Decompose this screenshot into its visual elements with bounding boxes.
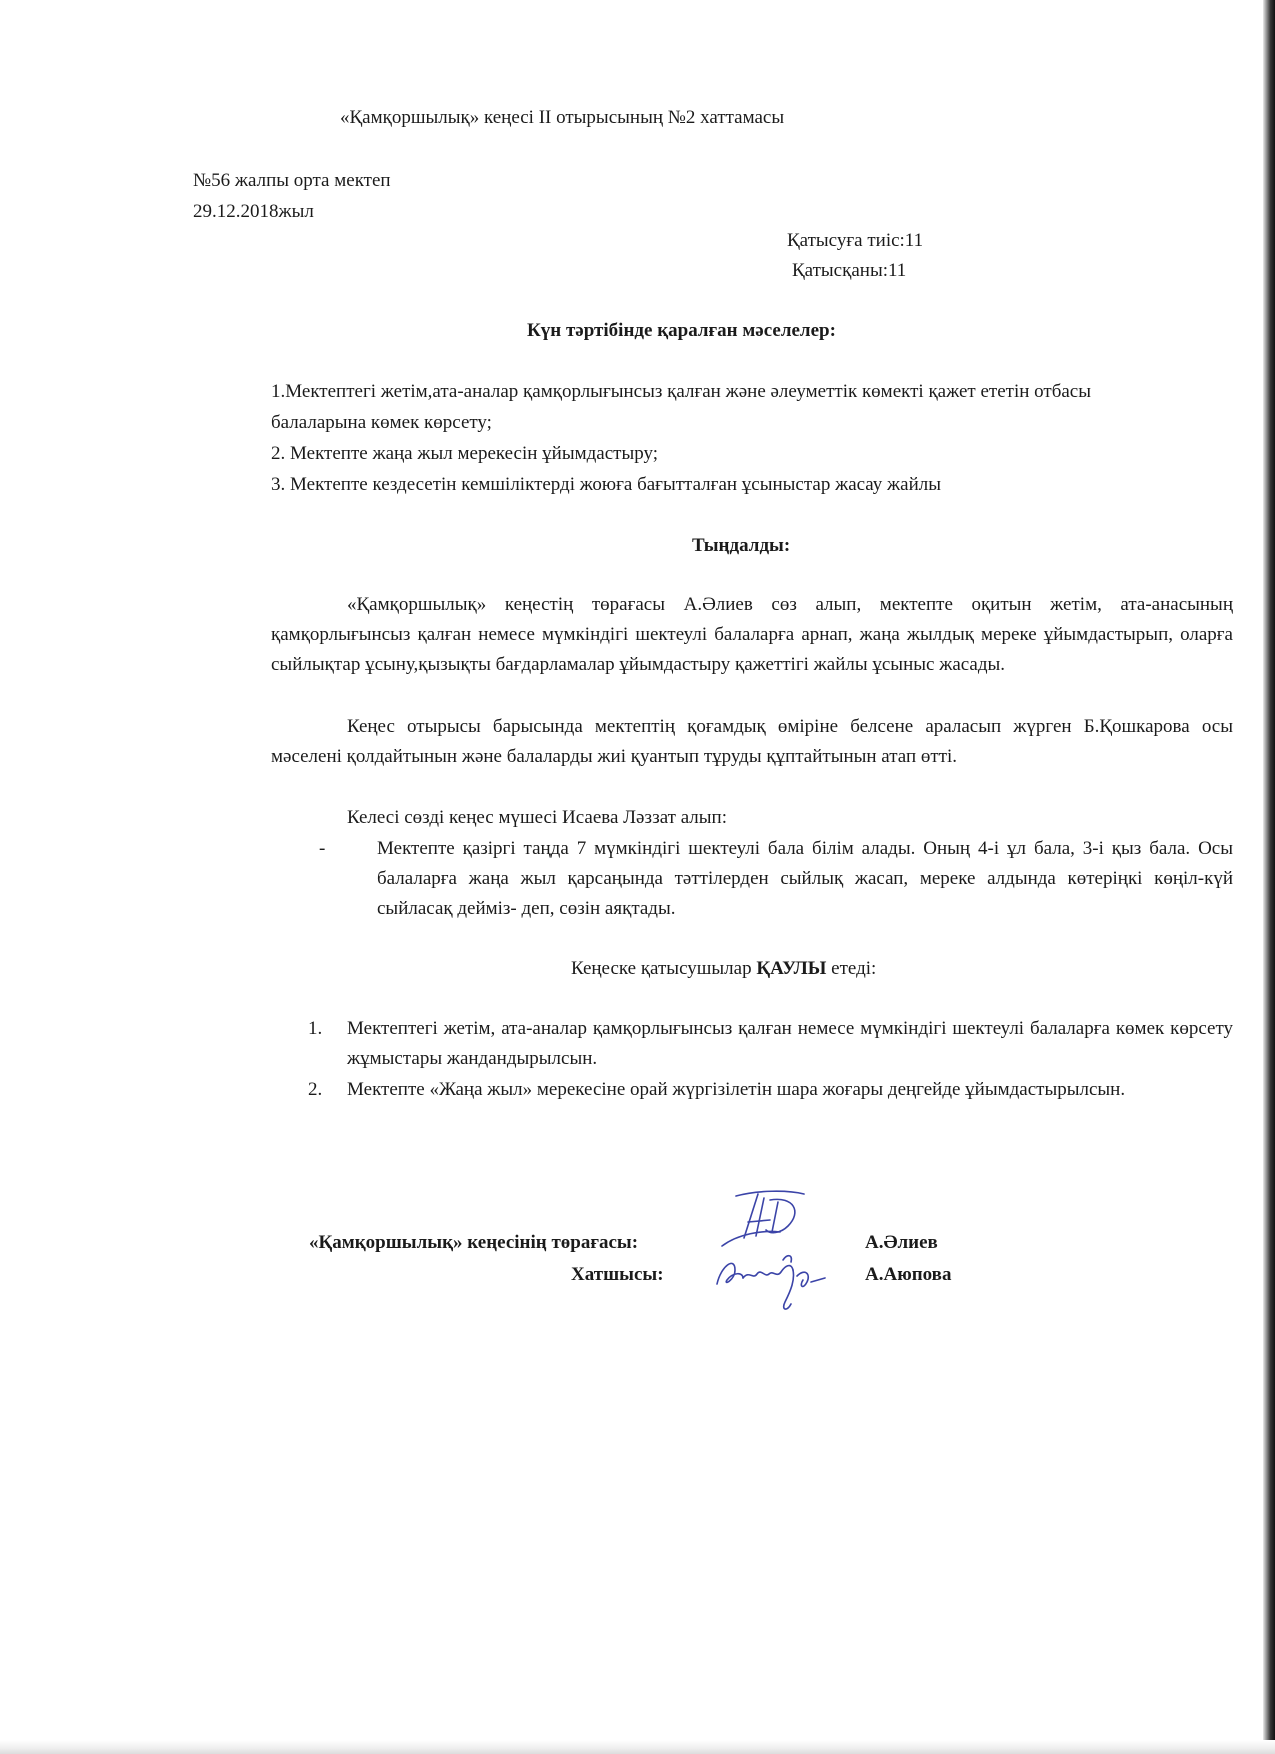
resolution-item-1-number: 1. (308, 1018, 323, 1039)
school-name: №56 жалпы орта мектеп (193, 170, 391, 191)
scan-edge-shadow (1263, 0, 1275, 1754)
chair-signature (718, 1186, 808, 1252)
resolution-tail: етеді: (826, 958, 877, 979)
agenda-item: 3. Мектепте кездесетін кемшіліктерді жоюға бағытталған ұсыныстар жасау жайлы (271, 474, 942, 495)
resolution-heading (571, 956, 876, 982)
resolution-item-2: Мектепте «Жаңа жыл» мерекесіне орай жүргізілетін шара жоғары деңгейде ұйымдастырылсын. (347, 1079, 1126, 1100)
resolution-keyword: ҚАУЛЫ (756, 958, 827, 979)
attendance-required: Қатысуға тиіс:11 (787, 230, 924, 251)
secretary-name: А.Аюпова (865, 1264, 952, 1285)
secretary-role: Хатшысы: (571, 1264, 664, 1285)
agenda-list (271, 376, 1112, 500)
quote-bullet: - (319, 838, 326, 859)
agenda-item: 1.Мектептегі жетім,ата-аналар қамқорлығынсыз қалған және әлеуметтік көмекті қажет ететін отбасы балаларына көмек көрсету; (271, 381, 1091, 433)
resolution-lead: Кеңеске қатысушылар (571, 958, 757, 979)
chair-role: «Қамқоршылық» кеңесінің төрағасы: (309, 1232, 639, 1253)
document-title: «Қамқоршылық» кеңесі ІІ отырысының №2 хаттамасы (340, 107, 785, 128)
quote-text: Мектепте қазіргі таңда 7 мүмкіндігі шектеулі бала білім алады. Оның 4-і ұл бала, 3-і қыз бала. Осы балаларға жаңа жыл қарсаңында тәттілерден сыйлық жасап, мереке алдында көтеріңкі көңіл-күй сыйласақ дейміз- деп, сөзін аяқтады. (377, 838, 1233, 919)
resolution-item-1: Мектептегі жетім, ата-аналар қамқорлығынсыз қалған немесе мүмкіндігі шектеулі балаларға көмек көрсету жұмыстары жандандырылсын. (347, 1018, 1233, 1069)
secretary-signature (713, 1250, 841, 1320)
agenda-item: 2. Мектепте жаңа жыл мерекесін ұйымдастыру; (271, 443, 659, 464)
attendance-present: Қатысқаны:11 (792, 260, 907, 281)
chair-name: А.Әлиев (865, 1232, 938, 1253)
scan-bottom-edge (0, 1740, 1275, 1754)
heard-paragraph-1 (271, 590, 1233, 680)
heard-paragraph-2-text: Кеңес отырысы барысында мектептің қоғамдық өміріне белсене араласып жүрген Б.Қошкарова осы мәселені қолдайтынын және балаларды жиі қуантып тұруды құптайтынын атап өтті. (271, 716, 1233, 767)
heard-paragraph-1-text: «Қамқоршылық» кеңестің төрағасы А.Әлиев сөз алып, мектепте оқитын жетім, ата-анасының қамқорлығынсыз қалған немесе мүмкіндігі шектеулі балаларға арнап, жаңа жылдық мереке ұйымдастырып, оларға сыйлықтар ұсыну,қызықты бағдарламалар ұйымдастыру қажеттігі жайлы ұсыныс жасады. (271, 594, 1233, 675)
heard-paragraph-2 (271, 712, 1233, 772)
heard-heading: Тыңдалды: (692, 535, 791, 556)
meeting-date: 29.12.2018жыл (193, 201, 314, 222)
heard-paragraph-3: Келесі сөзді кеңес мүшесі Исаева Ләззат алып: (347, 807, 727, 828)
agenda-heading: Күн тәртібінде қаралған мәселелер: (527, 320, 836, 341)
resolution-item-2-number: 2. (308, 1079, 323, 1100)
